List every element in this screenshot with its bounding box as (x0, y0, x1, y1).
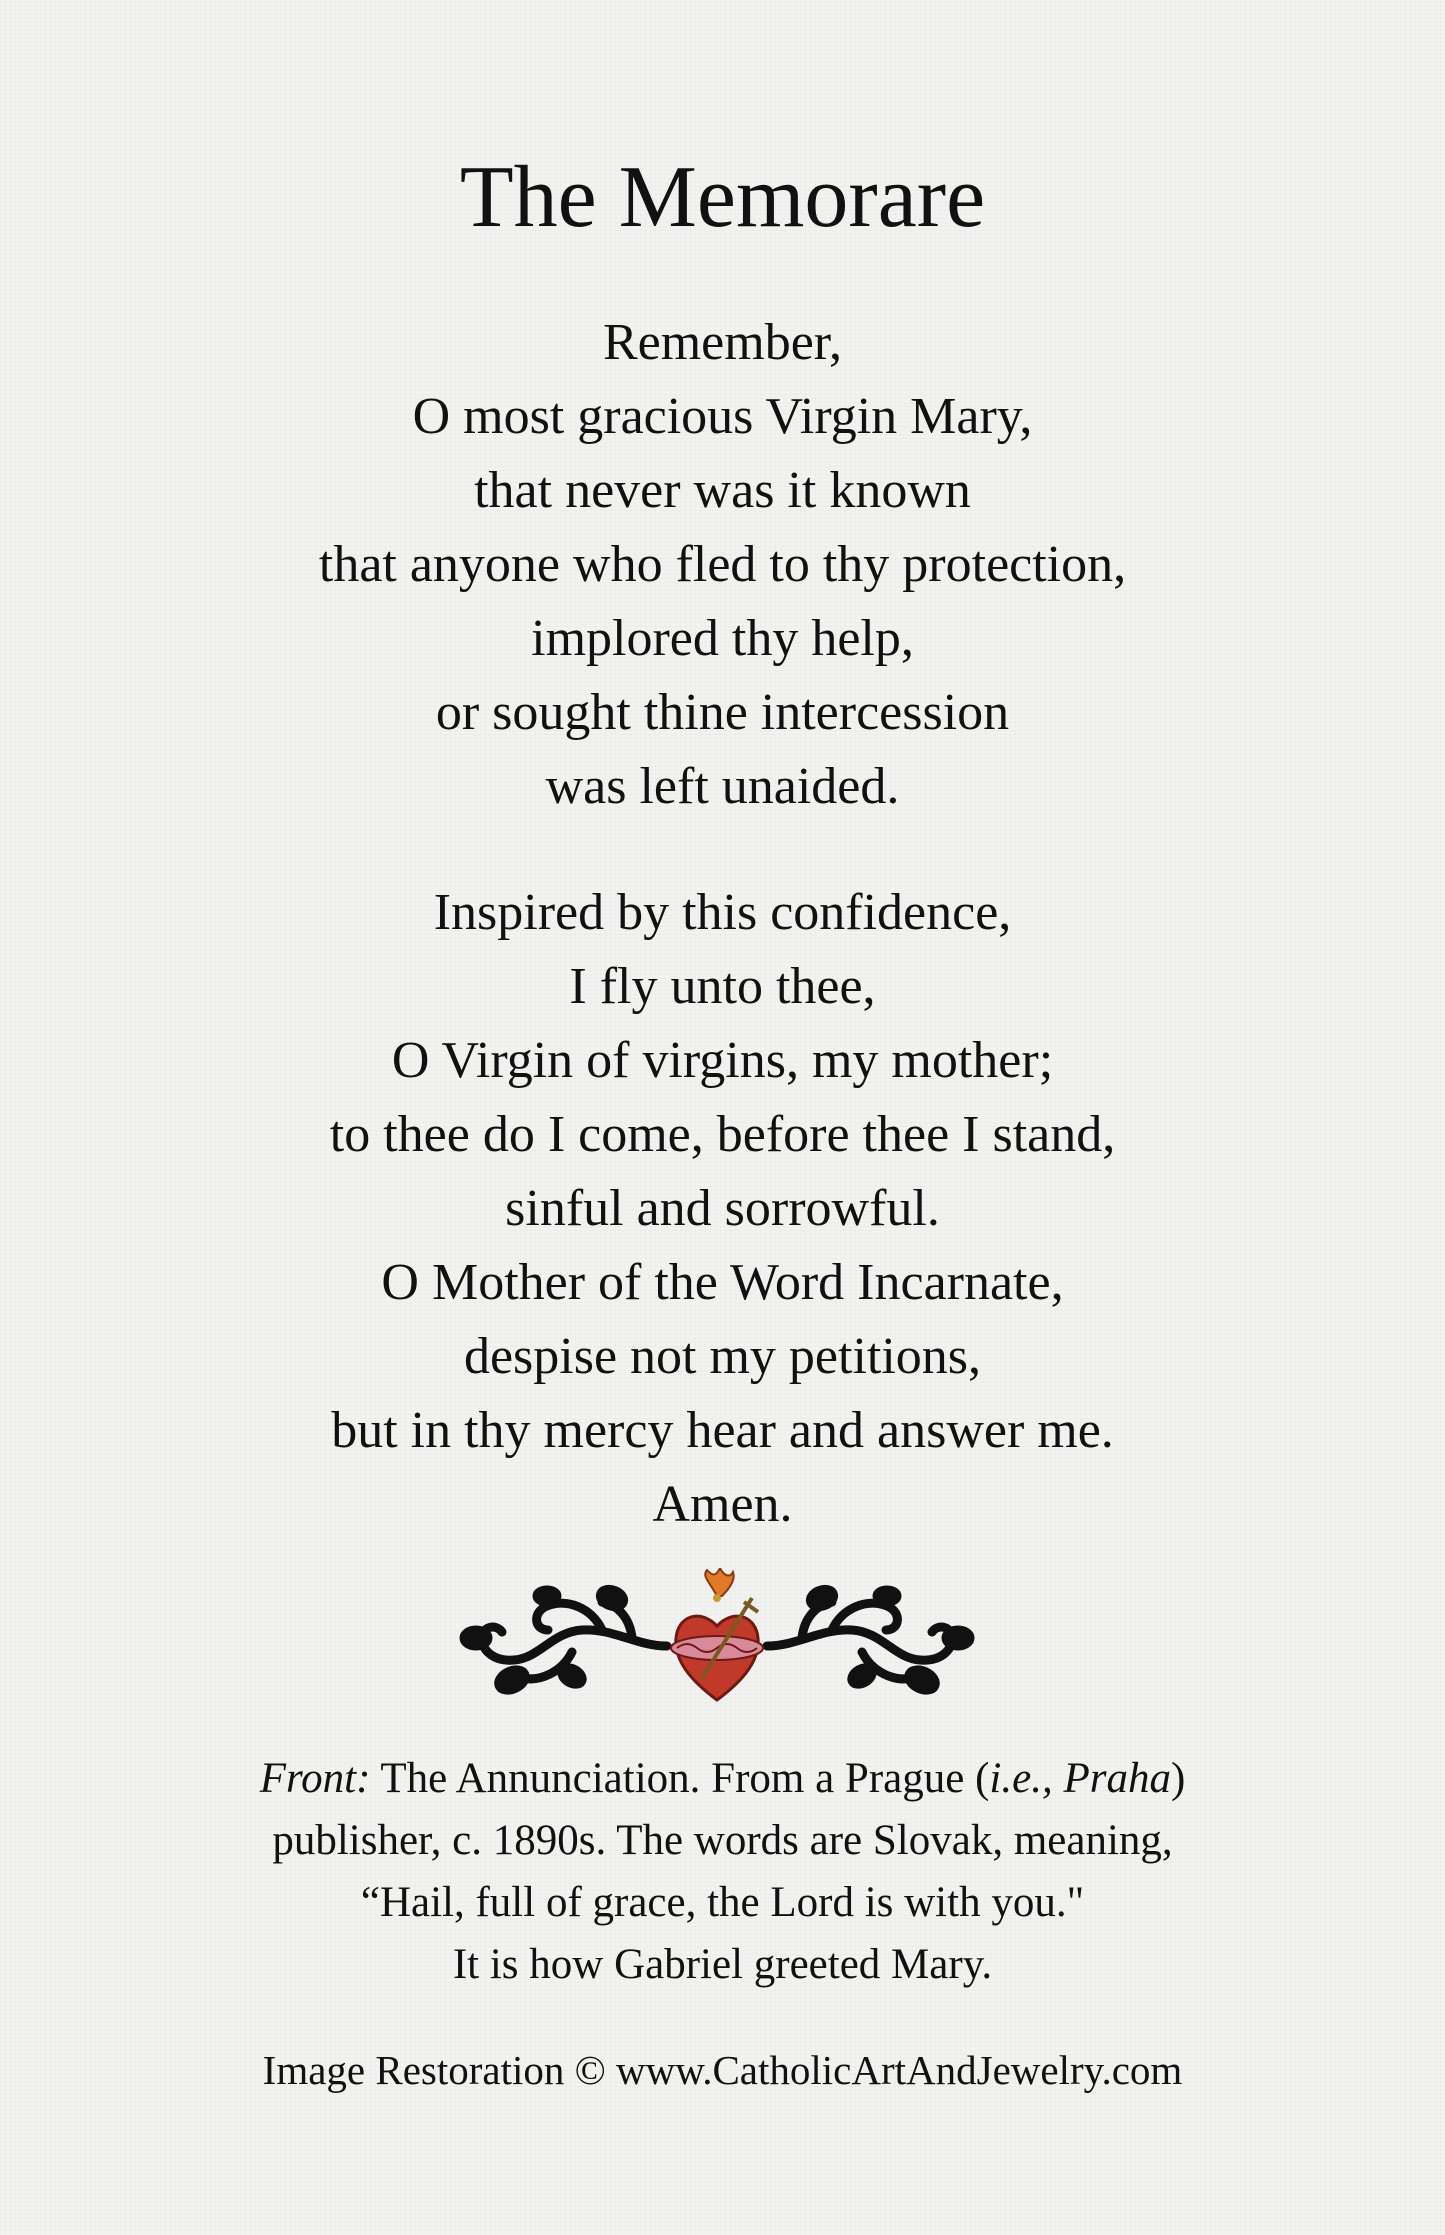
note-italic: i.e., (989, 1755, 1053, 1802)
ornament-divider (452, 1568, 982, 1708)
note-line-4: It is how Gabriel greeted Mary. (452, 1941, 993, 1988)
card-note (0, 1748, 1445, 1996)
prayer-line: was left unaided. (545, 758, 900, 815)
prayer-line: sinful and sorrowful. (505, 1180, 940, 1237)
credit-line: Image Restoration © www.CatholicArtAndJewelry.com (262, 2047, 1183, 2093)
note-line-3: “Hail, full of grace, the Lord is with you." (360, 1879, 1085, 1926)
prayer-line: or sought thine intercession (435, 684, 1010, 741)
prayer-line: that never was it known (474, 462, 971, 519)
flourish-left-icon (464, 1586, 667, 1694)
prayer-line: to thee do I come, before thee I stand, (329, 1106, 1116, 1163)
note-label: Front: (259, 1755, 371, 1802)
prayer-line: that anyone who fled to thy protection, (318, 536, 1127, 593)
note-line-1 (0, 1748, 1445, 1810)
sacred-heart-icon (671, 1568, 763, 1700)
prayer-line: Remember, (602, 314, 843, 371)
prayer-line: Inspired by this confidence, (433, 884, 1012, 941)
note-text: ) (1170, 1755, 1186, 1802)
note-text: The Annunciation. From a Prague ( (370, 1755, 990, 1802)
note-line-2: publisher, c. 1890s. The words are Slovak, meaning, (272, 1817, 1173, 1864)
prayer-line: implored thy help, (531, 610, 914, 667)
note-space (1053, 1755, 1064, 1802)
prayer-stanza-1 (0, 306, 1445, 824)
prayer-line: O most gracious Virgin Mary, (412, 388, 1033, 445)
note-italic: Praha (1063, 1755, 1171, 1802)
flourish-right-icon (767, 1586, 970, 1694)
page-title: The Memorare (459, 149, 986, 246)
prayer-line: O Virgin of virgins, my mother; (391, 1032, 1054, 1089)
prayer-line: I fly unto thee, (569, 958, 876, 1015)
prayer-line: O Mother of the Word Incarnate, (381, 1254, 1064, 1311)
prayer-line: despise not my petitions, (463, 1328, 982, 1385)
prayer-amen: Amen. (652, 1476, 793, 1533)
prayer-stanza-2 (0, 876, 1445, 1542)
prayer-line: but in thy mercy hear and answer me. (331, 1402, 1114, 1459)
